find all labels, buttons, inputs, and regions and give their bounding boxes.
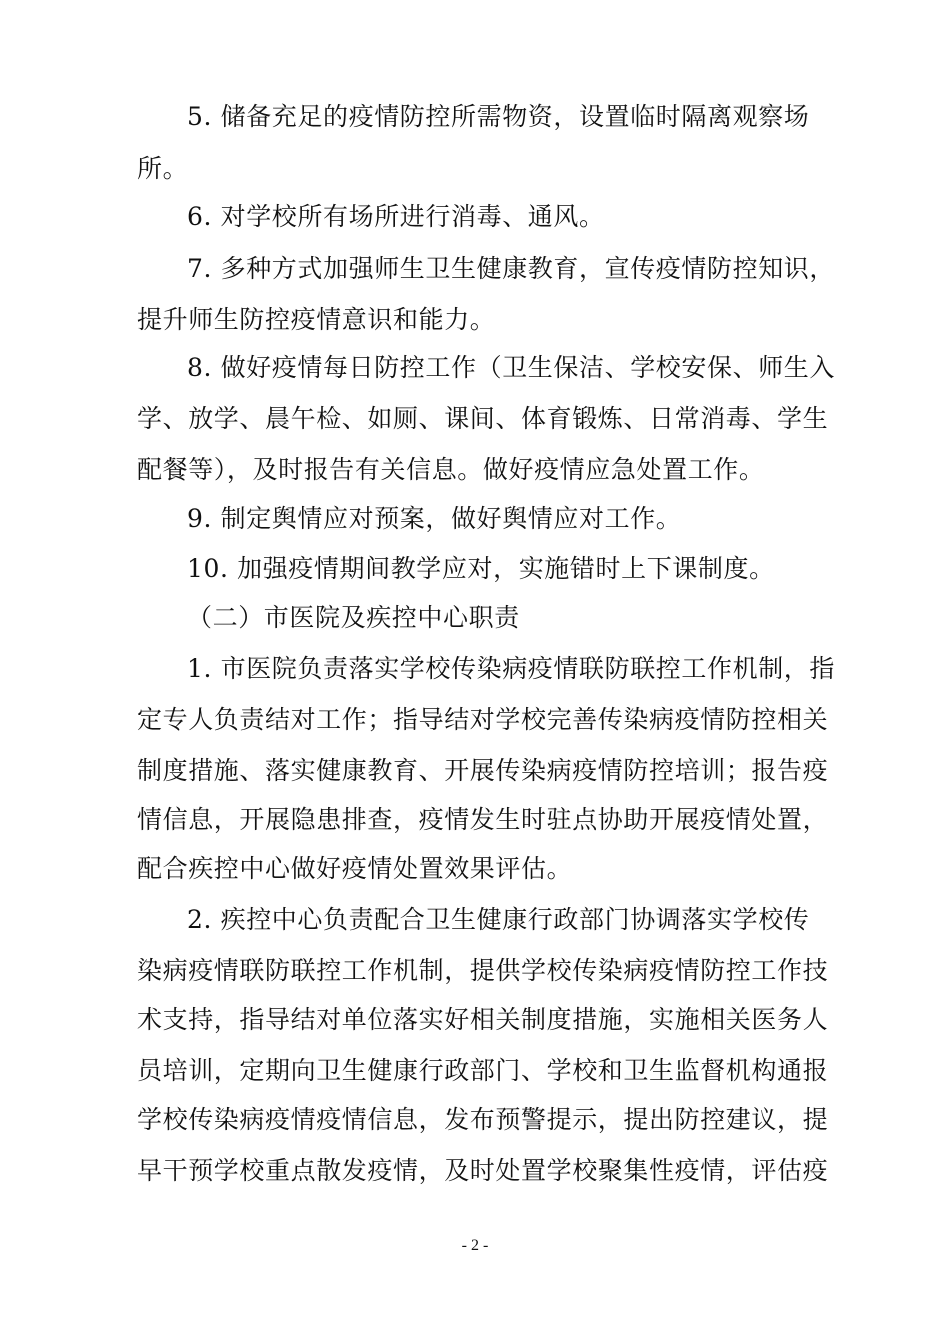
- text-line-13: 定专人负责结对工作；指导结对学校完善传染病疫情防控相关: [137, 705, 829, 734]
- section-heading: （二）市医院及疾控中心职责: [187, 603, 520, 632]
- text-line-3: 6. 对学校所有场所进行消毒、通风。: [187, 202, 605, 231]
- text-line-10: 10. 加强疫情期间教学应对，实施错时上下课制度。: [187, 554, 775, 583]
- text-line-8: 配餐等），及时报告有关信息。做好疫情应急处置工作。: [137, 455, 765, 484]
- text-line-4: 7. 多种方式加强师生卫生健康教育，宣传疫情防控知识，: [187, 254, 836, 283]
- text-line-20: 员培训，定期向卫生健康行政部门、学校和卫生监督机构通报: [137, 1056, 829, 1085]
- text-line-5: 提升师生防控疫情意识和能力。: [137, 305, 496, 334]
- text-line-22: 早干预学校重点散发疫情，及时处置学校聚集性疫情，评估疫: [137, 1156, 829, 1185]
- text-line-21: 学校传染病疫情疫情信息，发布预警提示，提出防控建议，提: [137, 1105, 829, 1134]
- text-line-6: 8. 做好疫情每日防控工作（卫生保洁、学校安保、师生入: [187, 353, 836, 382]
- text-line-7: 学、放学、晨午检、如厕、课间、体育锻炼、日常消毒、学生: [137, 404, 829, 433]
- page-number: - 2 -: [461, 1237, 489, 1254]
- text-line-2: 所。: [137, 154, 189, 183]
- text-line-18: 染病疫情联防联控工作机制，提供学校传染病疫情防控工作技: [137, 956, 829, 985]
- text-line-15: 情信息，开展隐患排查，疫情发生时驻点协助开展疫情处置，: [137, 805, 829, 834]
- text-line-17: 2. 疾控中心负责配合卫生健康行政部门协调落实学校传: [187, 905, 810, 934]
- text-line-1: 5. 储备充足的疫情防控所需物资，设置临时隔离观察场: [187, 102, 810, 131]
- text-line-9: 9. 制定舆情应对预案，做好舆情应对工作。: [187, 504, 682, 533]
- text-line-12: 1. 市医院负责落实学校传染病疫情联防联控工作机制，指: [187, 654, 836, 683]
- text-line-14: 制度措施、落实健康教育、开展传染病疫情防控培训；报告疫: [137, 756, 829, 785]
- text-line-19: 术支持，指导结对单位落实好相关制度措施，实施相关医务人: [137, 1005, 829, 1034]
- text-line-16: 配合疾控中心做好疫情处置效果评估。: [137, 854, 573, 883]
